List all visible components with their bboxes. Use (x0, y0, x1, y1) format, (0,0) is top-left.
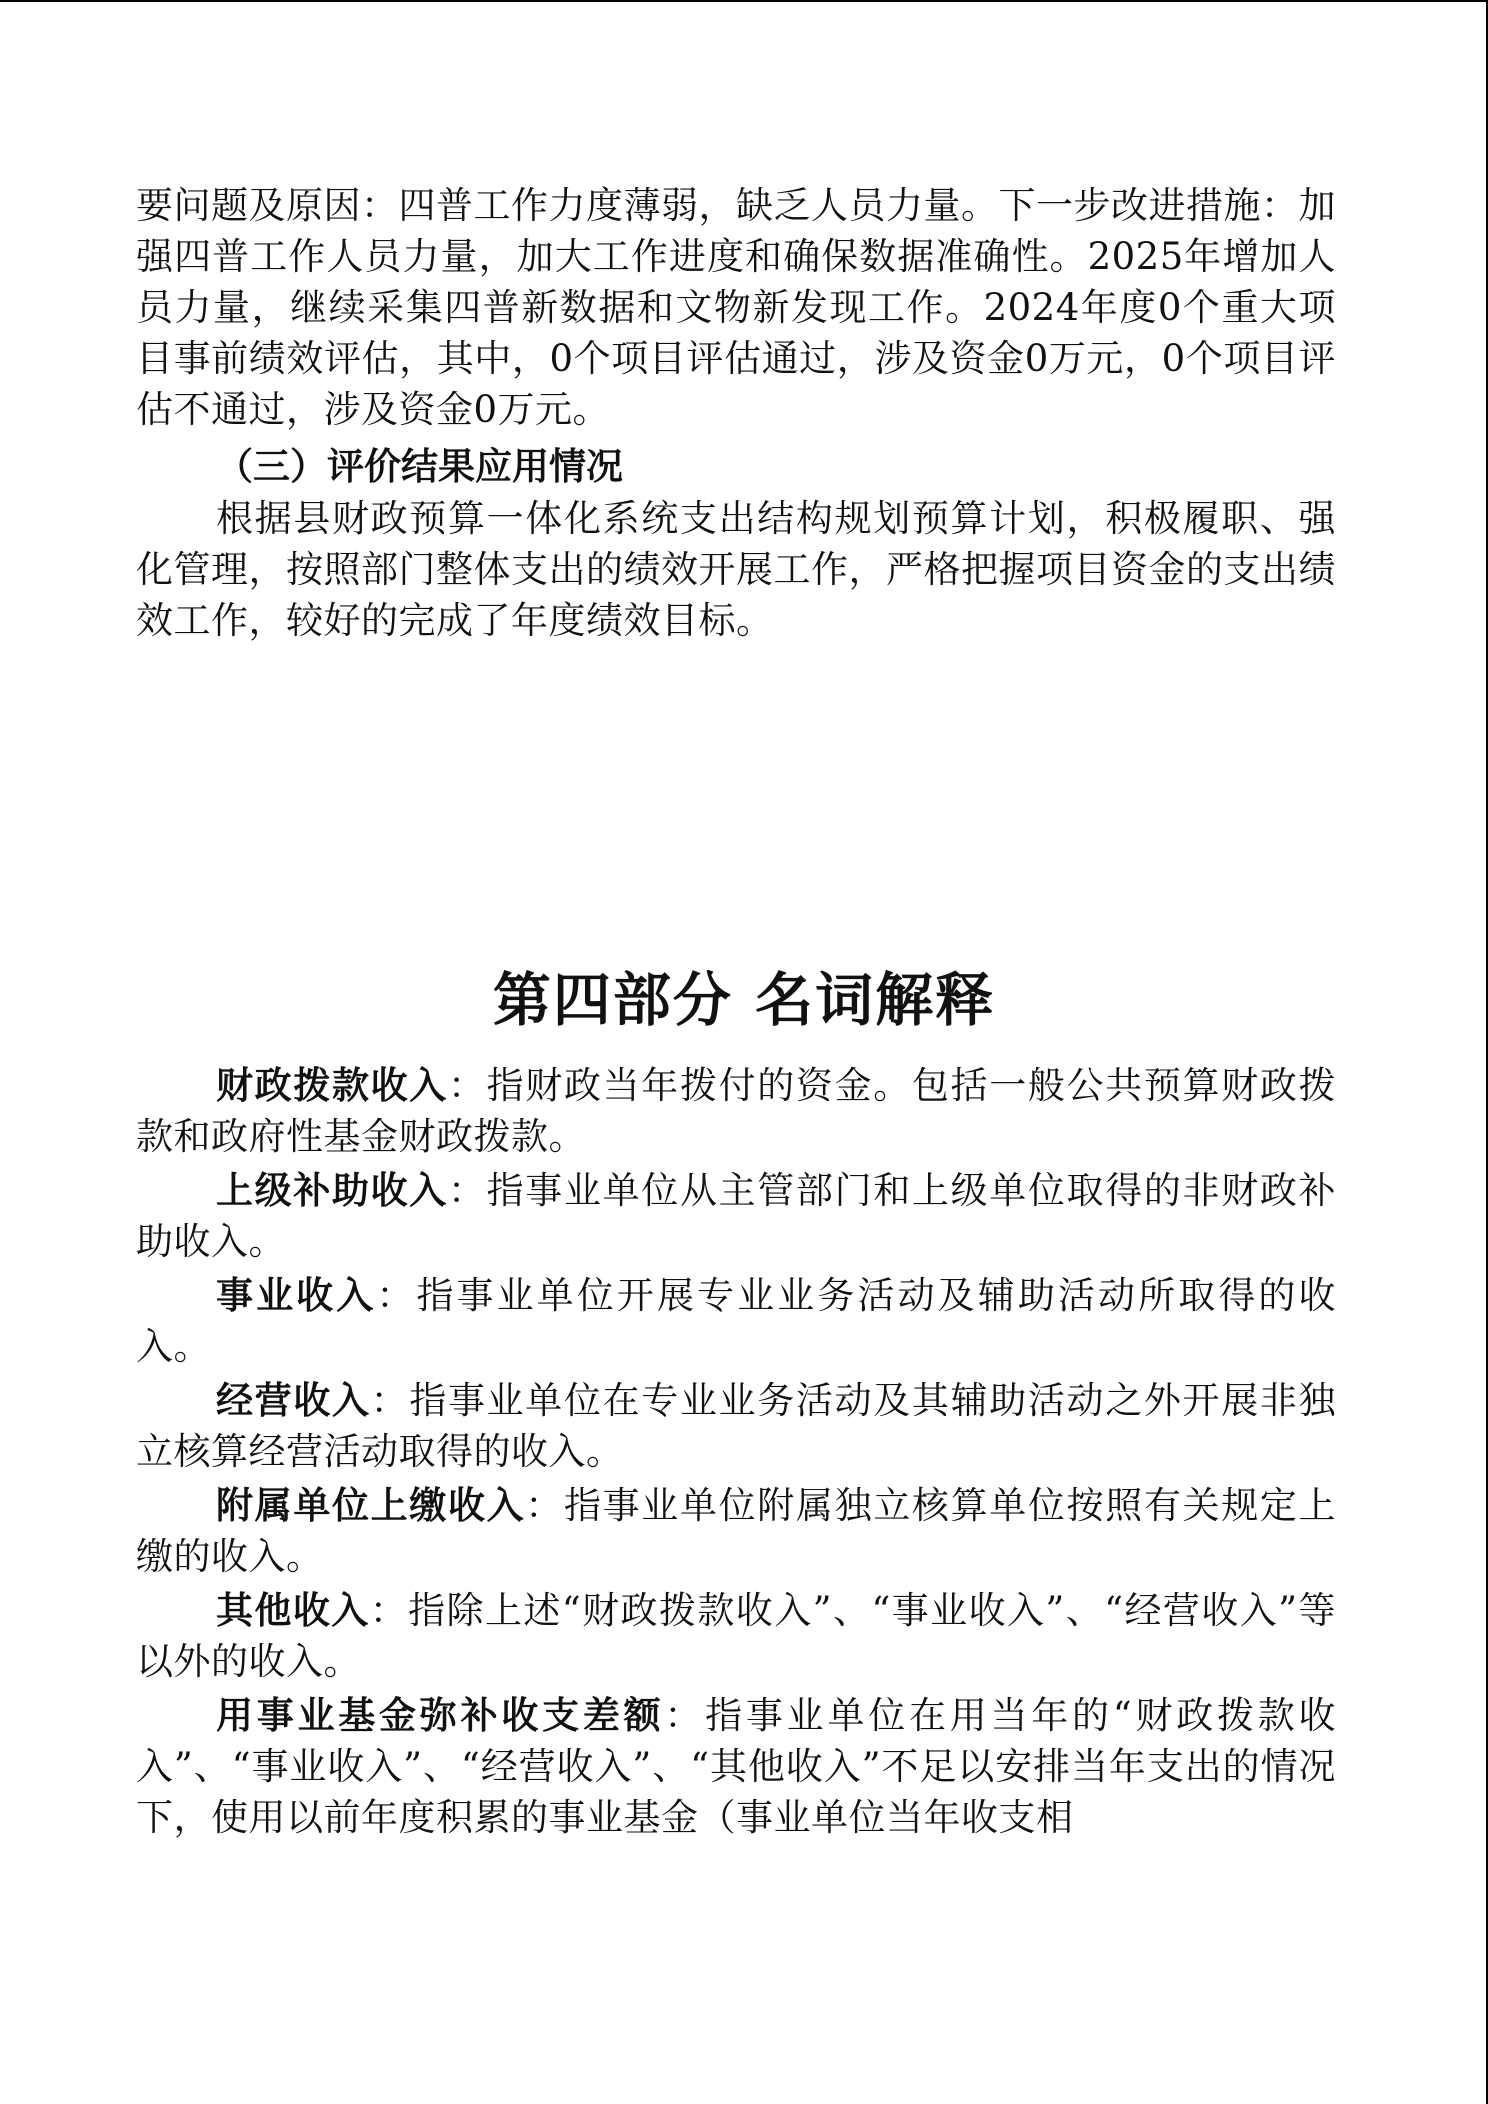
definition-text: 指事业单位从主管部门和上级单位取得的非财政补助收入。 (136, 1169, 1337, 1263)
definition-item (136, 1165, 1336, 1267)
definition-separator: ： (664, 1694, 706, 1737)
definition-item (136, 1690, 1336, 1843)
definition-term: 用事业基金弥补收支差额 (216, 1694, 665, 1737)
definition-separator: ： (370, 1379, 410, 1422)
definition-separator: ： (447, 1064, 487, 1107)
definition-term: 其他收入 (216, 1589, 370, 1632)
definition-item (136, 1270, 1336, 1372)
definition-item (136, 1585, 1336, 1687)
definition-separator: ： (447, 1169, 487, 1212)
definition-text: 指事业单位在用当年的“财政拨款收入”、“事业收入”、“经营收入”、“其他收入”不足以安排当年支出的情况下，使用以前年度积累的事业基金（事业单位当年收支相 (136, 1694, 1337, 1839)
definition-text: 指财政当年拨付的资金。包括一般公共预算财政拨款和政府性基金财政拨款。 (136, 1064, 1337, 1158)
definition-text: 指事业单位附属独立核算单位按照有关规定上缴的收入。 (136, 1484, 1337, 1578)
definition-separator: ： (525, 1484, 564, 1527)
definition-item (136, 1480, 1336, 1582)
subheading-evaluation-results: （三）评价结果应用情况 (216, 445, 623, 488)
section-title: 第四部分 名词解释 (492, 966, 996, 1034)
definition-text: 指事业单位在专业业务活动及其辅助活动之外开展非独立核算经营活动取得的收入。 (136, 1379, 1337, 1473)
definition-item (136, 1060, 1336, 1162)
definition-term: 经营收入 (216, 1379, 371, 1422)
definition-item (136, 1375, 1336, 1477)
definition-text: 指事业单位开展专业业务活动及辅助活动所取得的收入。 (136, 1274, 1337, 1368)
definitions-list (136, 1060, 1336, 1846)
definition-term: 上级补助收入 (216, 1169, 448, 1212)
definition-separator: ： (369, 1589, 409, 1632)
definition-term: 附属单位上缴收入 (216, 1484, 526, 1527)
definition-text: 指除上述“财政拨款收入”、“事业收入”、“经营收入”等以外的收入。 (136, 1589, 1337, 1683)
definition-term: 财政拨款收入 (216, 1064, 448, 1107)
definition-separator: ： (376, 1274, 417, 1317)
definition-term: 事业收入 (216, 1274, 377, 1317)
intro-paragraph: 要问题及原因：四普工作力度薄弱，缺乏人员力量。下一步改进措施：加强四普工作人员力量，加大工作进度和确保数据准确性。2025年增加人员力量，继续采集四普新数据和文物新发现工作。2024年度0个重大项目事前绩效评估，其中，0个项目评估通过，涉及资金0万元，0个项目评估不通过，涉及资金0万元。 (136, 184, 1336, 431)
result-paragraph: 根据县财政预算一体化系统支出结构规划预算计划，积极履职、强化管理，按照部门整体支出的绩效开展工作，严格把握项目资金的支出绩效工作，较好的完成了年度绩效目标。 (136, 497, 1336, 642)
page-top-border (0, 0, 1488, 2)
